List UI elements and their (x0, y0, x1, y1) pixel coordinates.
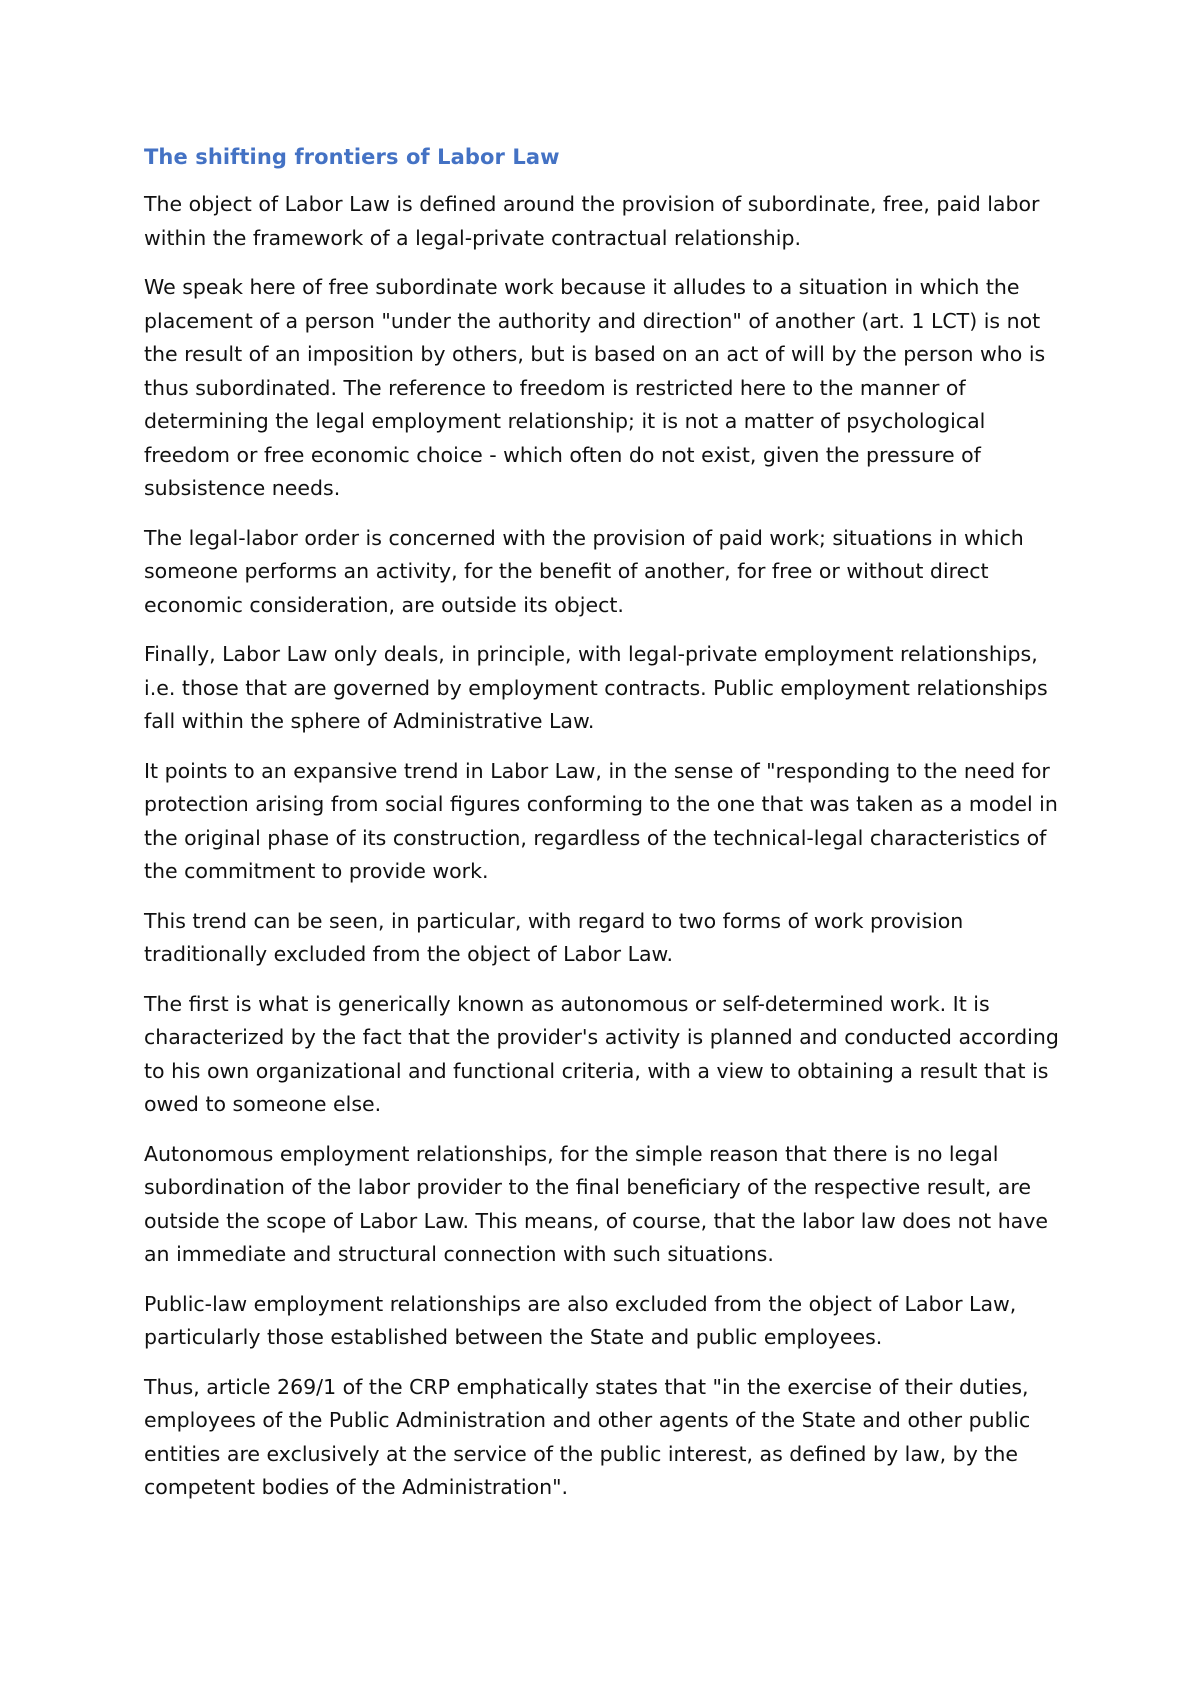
document-page (144, 142, 1070, 1521)
paragraph-1: The object of Labor Law is defined around the provision of subordinate, free, paid labor within the framework of a legal-private contractual relationship. (144, 192, 1040, 250)
paragraph-6: This trend can be seen, in particular, with regard to two forms of work provision traditionally excluded from the object of Labor Law. (144, 908, 964, 966)
document-title: The shifting frontiers of Labor Law (144, 145, 560, 169)
paragraph-9: Public-law employment relationships are also excluded from the object of Labor Law, particularly those established between the State and public employees. (144, 1291, 1017, 1349)
paragraph-8: Autonomous employment relationships, for the simple reason that there is no legal subordination of the labor provider to the final beneficiary of the respective result, are outside the scope of Labor Law. This means, of course, that the labor law does not have an immediate and structural connection with such situations. (144, 1141, 1048, 1266)
paragraph-5: It points to an expansive trend in Labor Law, in the sense of "responding to the need for protection arising from social figures conforming to the one that was taken as a model in the original phase of its construction, regardless of the technical-legal characteristics of the commitment to provide work. (144, 758, 1058, 883)
paragraph-7: The first is what is generically known as autonomous or self-determined work. It is characterized by the fact that the provider's activity is planned and conducted according to his own organizational and functional criteria, with a view to obtaining a result that is owed to someone else. (144, 991, 1059, 1116)
paragraph-10: Thus, article 269/1 of the CRP emphatically states that "in the exercise of their duties, employees of the Public Administration and other agents of the State and other public entities are exclusively at the service of the public interest, as defined by law, by the competent bodies of the Administration". (144, 1374, 1031, 1499)
paragraph-4: Finally, Labor Law only deals, in principle, with legal-private employment relationships, i.e. those that are governed by employment contracts. Public employment relationships fall within the sphere of Administrative Law. (144, 642, 1048, 733)
paragraph-3: The legal-labor order is concerned with the provision of paid work; situations in which someone performs an activity, for the benefit of another, for free or without direct economic consideration, are outside its object. (144, 525, 1024, 617)
paragraph-2: We speak here of free subordinate work because it alludes to a situation in which the placement of a person "under the authority and direction" of another (art. 1 LCT) is not the result of an imposition by others, but is based on an act of will by the person who is thus subordinated. The reference to freedom is restricted here to the manner of determining the legal employment relationship; it is not a matter of psychological freedom or free economic choice - which often do not exist, given the pressure of subsistence needs. (144, 275, 1046, 500)
